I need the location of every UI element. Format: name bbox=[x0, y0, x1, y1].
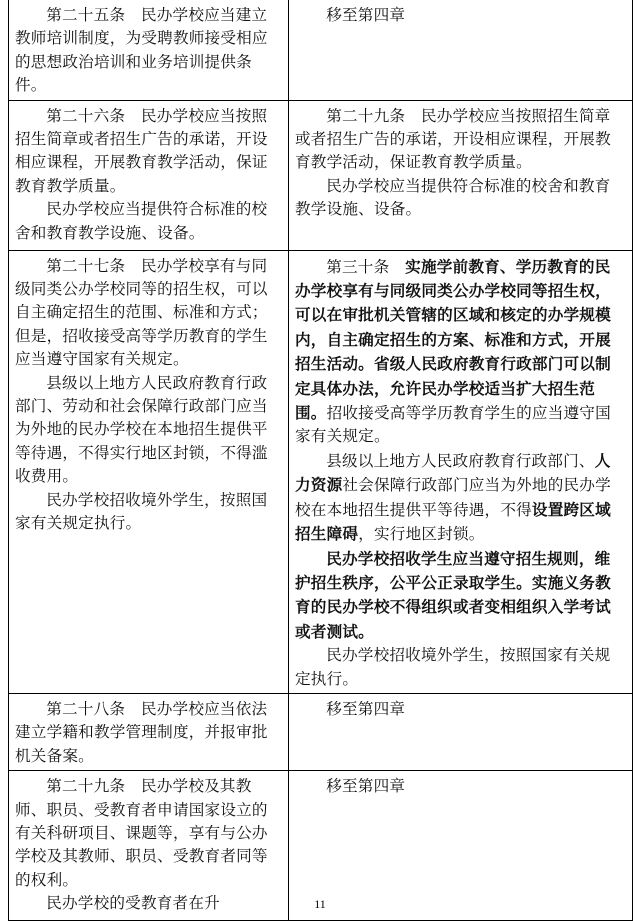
paragraph: 第二十六条 民办学校应当按照招生简章或者招生广告的承诺，开设相应课程，开展教育教学活动，保证教育教学质量。 bbox=[15, 106, 268, 195]
paragraph bbox=[295, 698, 626, 721]
text-segment: 移至第四章 bbox=[326, 777, 406, 796]
paragraph: 民办学校的受教育者在升 bbox=[46, 894, 220, 913]
paragraph bbox=[295, 105, 626, 175]
bold-text-segment: 人力资源 bbox=[295, 450, 611, 495]
text-segment: 社会保障行政部门应当为外地的民办学校在本地招生提供平等待遇，不得 bbox=[295, 476, 611, 519]
paragraph: 县级以上地方人民政府教育行政部门、劳动和社会保障行政部门应当为外地的民办学校在本地招生提供平等待遇，不得实行地区封锁，不得滥收费用。 bbox=[15, 373, 268, 486]
paragraph: 民办学校招收境外学生，按照国家有关规定执行。 bbox=[15, 490, 268, 533]
revised-text-cell bbox=[289, 250, 633, 693]
paragraph: 第二十五条 民办学校应当建立教师培训制度，为受聘教师接受相应的思想政治培训和业务培训提供条件。 bbox=[15, 6, 268, 95]
bold-text-segment: 实施学前教育、学历教育的民办学校享有与同级同类公办学校同等招生权，可以在审批机关管辖的区域和核定的办学规模内，自主确定招生的方案、标准和方式，开展招生活动。省级人民政府教育行政部门可以制定具体办法，允许民办学校适当扩大招生范围。 bbox=[295, 256, 611, 423]
text-segment: 招收接受高等学历教育学生的应当遵守国家有关规定。 bbox=[295, 404, 611, 446]
paragraph: 民办学校应当提供符合标准的校舍和教育教学设施、设备。 bbox=[15, 200, 268, 242]
original-text-cell bbox=[9, 100, 289, 250]
original-text-cell bbox=[9, 693, 289, 770]
page-number: 11 bbox=[314, 897, 326, 911]
comparison-table bbox=[8, 0, 633, 921]
text-segment: 民办学校招收境外学生，按照国家有关规定执行。 bbox=[295, 646, 611, 688]
table-row bbox=[9, 0, 633, 100]
bold-text-segment: 民办学校招收学生应当遵守招生规则，维护招生秩序，公平公正录取学生。实施义务教育的民办学校不得组织或者变相组织入学考试或者测试。 bbox=[295, 548, 611, 641]
text-segment: 第三十条 bbox=[326, 257, 406, 276]
paragraph bbox=[295, 4, 626, 27]
paragraph bbox=[295, 644, 626, 691]
paragraph bbox=[295, 255, 626, 449]
revised-text-cell bbox=[289, 693, 633, 770]
text-segment: 县级以上地方人民政府教育行政部门、 bbox=[326, 451, 595, 470]
table-row bbox=[9, 250, 633, 693]
original-text-cell bbox=[9, 0, 289, 100]
original-text-cell bbox=[9, 250, 289, 693]
paragraph: 第二十九条 民办学校及其教师、职员、受教育者申请国家设立的有关科研项目、课题等，享有与公办学校及其教师、职员、受教育者同等的权利。 bbox=[15, 777, 268, 889]
paragraph: 第二十八条 民办学校应当依法建立学籍和教学管理制度，并报审批机关备案。 bbox=[15, 699, 268, 765]
paragraph bbox=[295, 547, 626, 645]
revised-text-cell bbox=[289, 100, 633, 250]
text-segment: ，实行地区封锁。 bbox=[358, 525, 485, 544]
bold-text-segment: 设置跨区域招生障碍 bbox=[295, 499, 611, 544]
paragraph bbox=[295, 175, 626, 222]
text-segment: 民办学校应当提供符合标准的校舍和教育教学设施、设备。 bbox=[295, 176, 611, 219]
paragraph bbox=[295, 449, 626, 547]
text-segment: 移至第四章 bbox=[326, 699, 406, 718]
table-row bbox=[9, 693, 633, 770]
paragraph bbox=[295, 775, 626, 798]
text-segment: 第二十九条 民办学校应当按照招生简章或者招生广告的承诺，开设相应课程，开展教育教学活动，保证教育教学质量。 bbox=[295, 106, 611, 172]
table-row bbox=[9, 100, 633, 250]
paragraph: 第二十七条 民办学校享有与同级同类公办学校同等的招生权，可以自主确定招生的范围、标准和方式；但是，招收接受高等学历教育的学生应当遵守国家有关规定。 bbox=[15, 256, 268, 369]
revised-text-cell bbox=[289, 0, 633, 100]
text-segment: 移至第四章 bbox=[326, 6, 406, 24]
